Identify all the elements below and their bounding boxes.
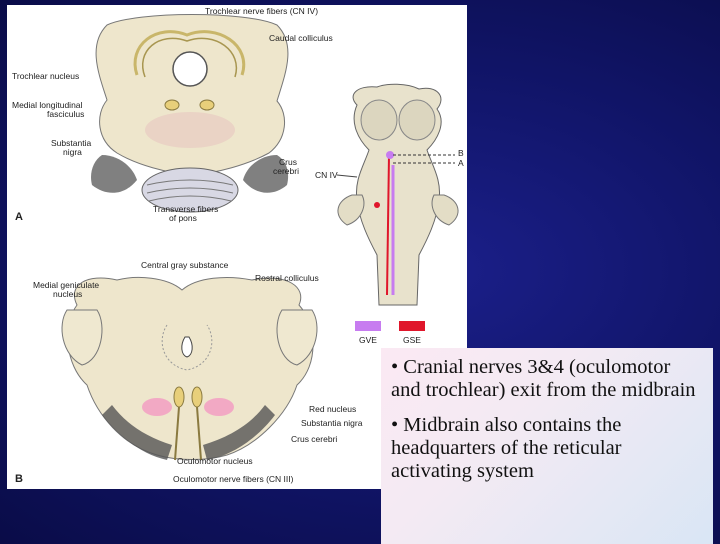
label-oculomotor-nerve-fibers: Oculomotor nerve fibers (CN III) [173, 474, 294, 484]
section-b [62, 277, 317, 460]
panel-a-label: A [15, 211, 23, 223]
brainstem-view [337, 84, 458, 305]
label-trochlear-nerve-fibers: Trochlear nerve fibers (CN IV) [205, 6, 319, 16]
label-crus-a-line1: Crus [279, 157, 297, 167]
label-medial-geniculate-line2: nucleus [53, 289, 83, 299]
legend-swatch-gse [399, 321, 425, 331]
label-crus-a-line2: cerebri [273, 166, 299, 176]
label-central-gray: Central gray substance [141, 260, 229, 270]
label-cn-iv: CN IV [315, 170, 338, 180]
legend-label-gve: GVE [359, 335, 377, 345]
label-mlf-line1: Medial longitudinal [12, 100, 83, 110]
label-substantia-nigra-b: Substantia nigra [301, 418, 363, 428]
label-oculomotor-nucleus: Oculomotor nucleus [177, 456, 253, 466]
bullet-text-box [381, 348, 713, 544]
label-transverse-fibers-line1: Transverse fibers [153, 204, 219, 214]
label-crus-cerebri-b: Crus cerebri [291, 434, 338, 444]
legend-swatch-gve [355, 321, 381, 331]
bullet-cranial-nerves: • Cranial nerves 3&4 (oculomotor and trochlear) exit from the midbrain [391, 356, 696, 401]
label-red-nucleus: Red nucleus [309, 404, 357, 414]
section-a [91, 15, 288, 213]
label-transverse-fibers-line2: of pons [169, 213, 197, 223]
label-mlf-line2: fasciculus [47, 109, 85, 119]
label-trochlear-nucleus: Trochlear nucleus [12, 71, 80, 81]
label-medial-geniculate-line1: Medial geniculate [33, 280, 100, 290]
bullet-reticular-activating: • Midbrain also contains the headquarters of the reticular activating system [391, 414, 622, 482]
label-rostral-colliculus: Rostral colliculus [255, 273, 319, 283]
label-caudal-colliculus: Caudal colliculus [269, 33, 333, 43]
legend-label-gse: GSE [403, 335, 421, 345]
label-level-a: A [458, 158, 464, 168]
panel-b-label: B [15, 473, 23, 485]
label-substantia-nigra-a-line1: Substantia [51, 138, 92, 148]
label-level-b: B [458, 148, 464, 158]
label-substantia-nigra-a-line2: nigra [63, 147, 82, 157]
